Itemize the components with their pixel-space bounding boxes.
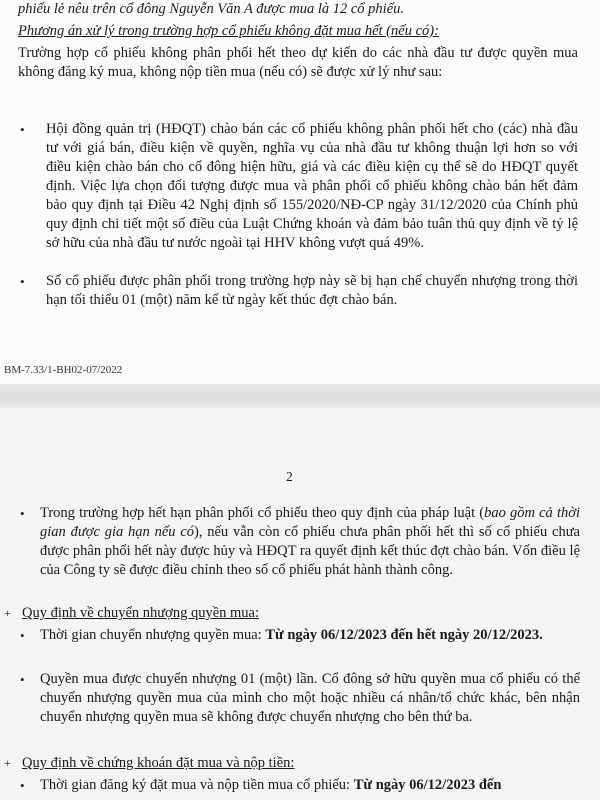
form-code-footer: BM-7.33/1-BH02-07/2022 <box>4 364 123 376</box>
rights-transfer-rules: Quyền mua được chuyển nhượng 01 (một) lần. Cổ đông sở hữu quyền mua cổ phiếu có thể chuyển nhượng quyền mua của mình cho một hoặc nhiều cá nhân/tổ chức khác, bên nhận chuyển nhượng quyền mua sẽ không được chuyển nhượng cho bên thứ ba. <box>40 671 580 725</box>
document-page-1 <box>0 0 600 384</box>
bullet-paragraph-expiry <box>40 504 580 580</box>
plus-bullet-icon: + <box>4 606 11 620</box>
subscription-period <box>40 776 580 795</box>
intro-paragraph: Trường hợp cổ phiếu không phân phối hết theo dự kiến do các nhà đầu tư được quyền mua không đăng ký mua, không nộp tiền mua (nếu có) sẽ được xử lý như sau: <box>18 45 578 80</box>
bullet-icon: • <box>20 506 25 521</box>
bullet-icon: • <box>20 274 25 289</box>
rights-transfer-period-dates: Từ ngày 06/12/2023 đến hết ngày 20/12/2023. <box>265 627 543 643</box>
expiry-text-part-2: ), nếu vẫn còn cổ phiếu chưa phân phối hết thì số cổ phiếu chưa được phân phối hết này được hủy và HĐQT ra quyết định kết thúc đợt chào bán. Vốn điều lệ của Công ty sẽ được điều chỉnh theo số cổ phiếu phát hành thành công. <box>40 524 580 578</box>
subscription-period-label: Thời gian đăng ký đặt mua và nộp tiền mua cổ phiếu: <box>40 777 354 793</box>
expiry-text-italic: bao gồm cả thời gian được gia hạn nếu có <box>40 505 580 540</box>
page-number: 2 <box>286 469 293 484</box>
bullet-icon: • <box>20 122 25 137</box>
page-separator <box>0 384 600 408</box>
section-heading-rights-transfer: Quy định về chuyển nhượng quyền mua: <box>22 605 260 621</box>
document-page-2 <box>0 500 600 800</box>
bullet-paragraph-transfer-restriction: Số cổ phiếu được phân phối trong trường hợp này sẽ bị hạn chế chuyển nhượng trong thời hạn tối thiểu 01 (một) năm kể từ ngày kết thúc đợt chào bán. <box>46 273 578 308</box>
rights-transfer-period <box>40 626 580 645</box>
bullet-icon: • <box>20 672 25 687</box>
rights-transfer-period-label: Thời gian chuyển nhượng quyền mua: <box>40 627 266 643</box>
bullet-icon: • <box>20 778 25 793</box>
plus-bullet-icon: + <box>4 756 11 770</box>
top-line-text: phiếu lẻ nêu trên cổ đông Nguyễn Văn A được mua là 12 cổ phiếu. <box>18 1 404 17</box>
section-heading-subscription: Quy định về chứng khoán đặt mua và nộp tiền: <box>22 755 295 771</box>
bullet-paragraph-hdqt: Hội đồng quản trị (HĐQT) chào bán các cổ phiếu không phân phối hết cho (các) nhà đầu tư với giá bán, điều kiện về quyền, nghĩa vụ của nhà đầu tư không thuận lợi hơn so với điều kiện chào bán cho cổ đông hiện hữu, giá và các điều kiện cụ thể sẽ do HĐQT quyết định. Việc lựa chọn đối tượng được mua và phân phối cổ phiếu không chào bán hết đảm bảo quy định tại Điều 42 Nghị định số 155/2020/NĐ-CP ngày 31/12/2020 của Chính phủ quy định chi tiết một số điều của Luật Chứng khoán và đảm bảo tuân thủ quy định về tỷ lệ sở hữu của nhà đầu tư nước ngoài tại HHV không vượt quá 49%. <box>46 121 578 251</box>
subscription-period-dates: Từ ngày 06/12/2023 đến <box>353 777 502 793</box>
bullet-icon: • <box>20 628 25 643</box>
expiry-text-part-1: Trong trường hợp hết hạn phân phối cổ phiếu theo quy định của pháp luật ( <box>40 505 485 521</box>
section-heading-undistributed-shares: Phương án xử lý trong trường hợp cổ phiếu không đặt mua hết (nếu có): <box>18 23 439 39</box>
